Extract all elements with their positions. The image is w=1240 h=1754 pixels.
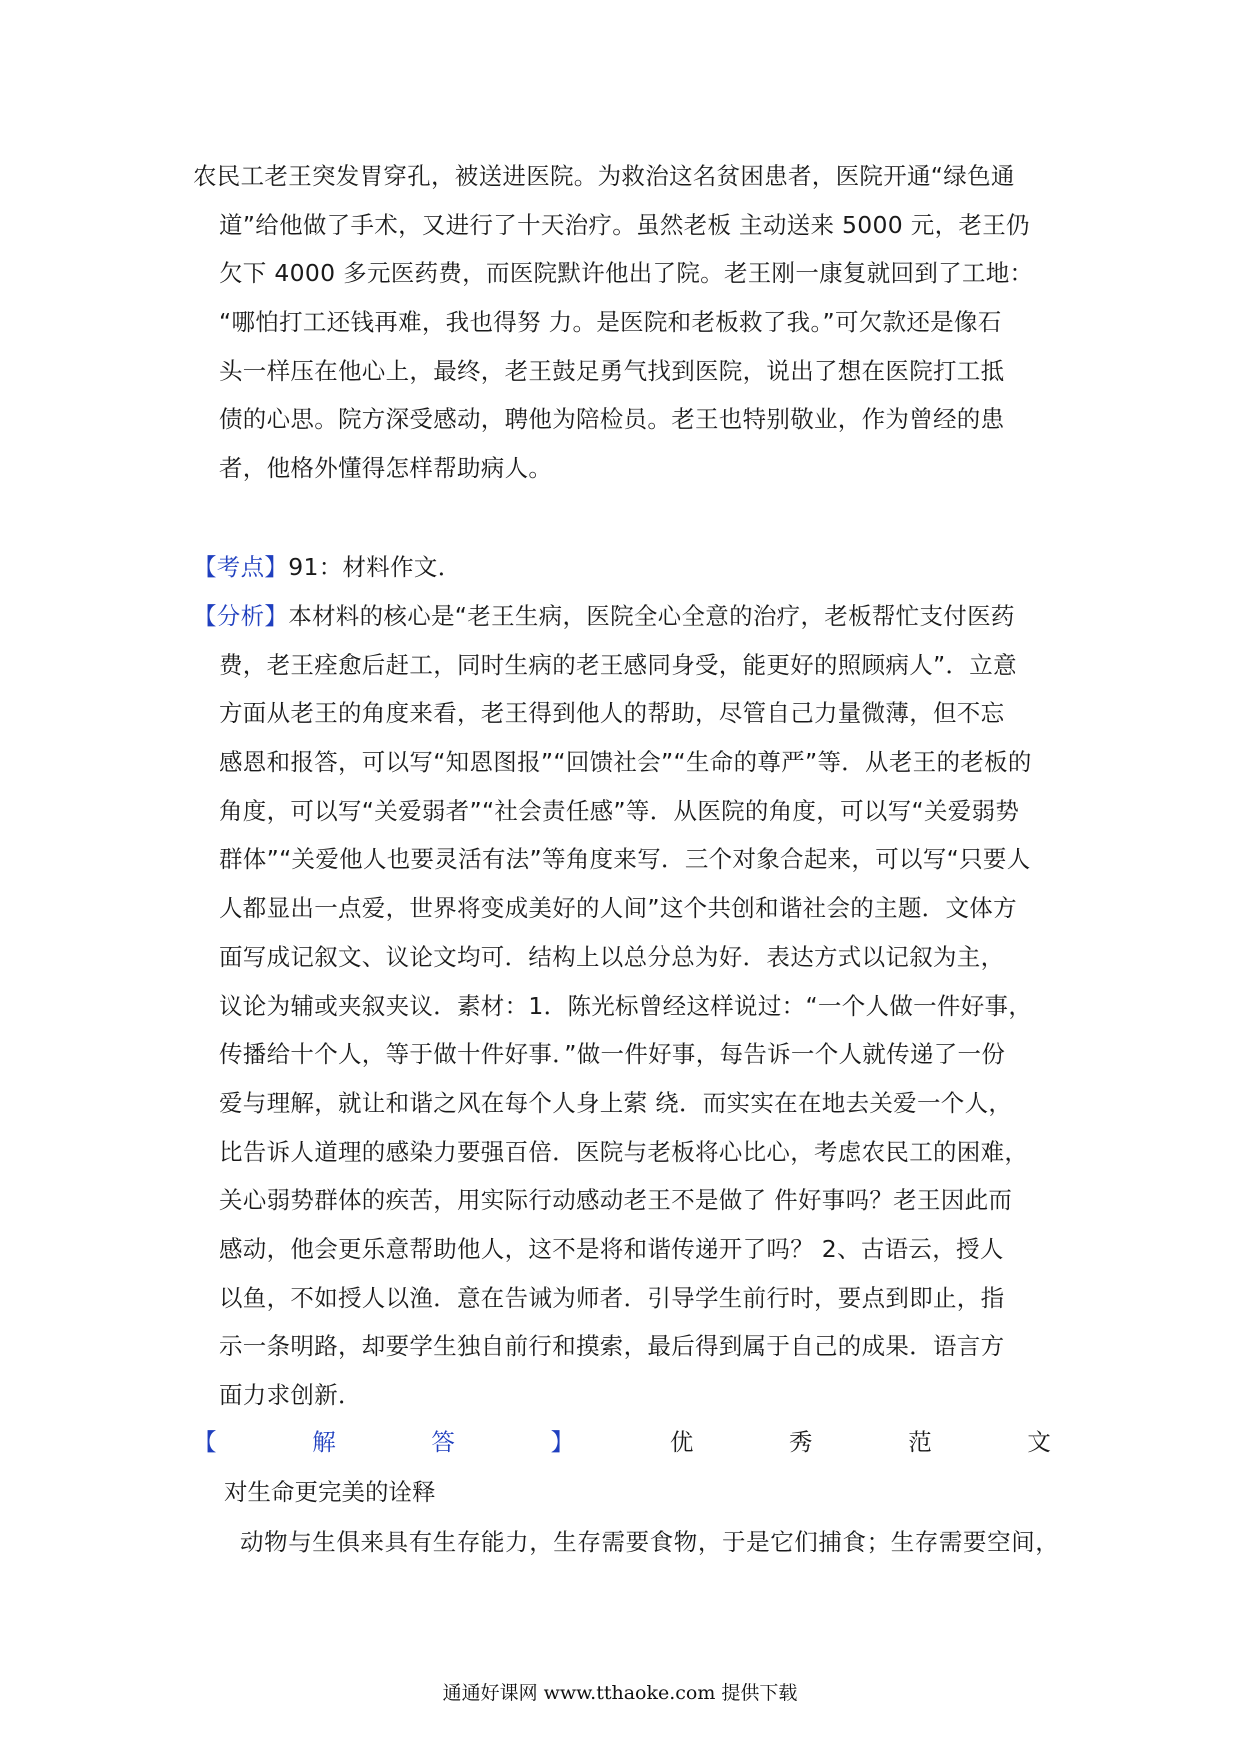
material-paragraph <box>193 152 1033 493</box>
fenxi-line: 面写成记叙文、议论文均可．结构上以总分总为好．表达方式以记叙为主， <box>219 942 1005 971</box>
jieda-bracket-close: 】 <box>550 1428 575 1456</box>
page-footer: 通通好课网 www.tthaoke.com 提供下载 <box>442 1682 798 1704</box>
fenxi-line: 以鱼，不如授人以渔．意在告诫为师者．引导学生前行时，要点到即止，指 <box>219 1283 1005 1312</box>
fenxi-line: 费，老王痊愈后赶工，同时生病的老王感同身受，能更好的照顾病人”．立意 <box>219 650 1017 679</box>
material-line: 者，他格外懂得怎样帮助病人。 <box>219 454 553 483</box>
fenxi-line: 角度，可以写“关爱弱者”“社会责任感”等．从医院的角度，可以写“关爱弱势 <box>219 796 1020 825</box>
material-line: 欠下 4000 多元医药费，而医院默许他出了院。老王刚一康复就回到了工地： <box>219 259 1034 288</box>
material-line: 头一样压在他心上，最终，老王鼓足勇气找到医院，说出了想在医院打工抵 <box>219 356 1005 385</box>
essay-first-line: 动物与生俱来具有生存能力，生存需要食物，于是它们捕食；生存需要空间， <box>240 1528 1060 1556</box>
fenxi-line: 爱与理解，就让和谐之风在每个人身上萦 绕．而实实在在地去关爱一个人， <box>219 1088 1013 1117</box>
jieda-bracket-open: 【 <box>193 1428 217 1456</box>
fenxi-line: 群体”“关爱他人也要灵活有法”等角度来写．三个对象合起来，可以写“只要人 <box>219 845 1031 874</box>
material-line: 债的心思。院方深受感动，聘他为陪检员。老王也特别敬业，作为曾经的患 <box>219 405 1005 434</box>
jieda-word: 文 <box>1027 1428 1051 1456</box>
fenxi-line: 人都显出一点爱，世界将变成美好的人间”这个共创和谐社会的主题．文体方 <box>219 894 1017 923</box>
jieda-heading-row <box>193 1418 1051 1466</box>
fenxi-line: 比告诉人道理的感染力要强百倍．医院与老板将心比心，考虑农民工的困难， <box>219 1137 1029 1166</box>
essay-title: 对生命更完美的诠释 <box>224 1478 436 1506</box>
fenxi-line: 关心弱势群体的疾苦，用实际行动感动老王不是做了 件好事吗？老王因此而 <box>219 1186 1013 1215</box>
kaodian-text: 91：材料作文． <box>288 553 462 581</box>
fenxi-line: 感动，他会更乐意帮助他人，这不是将和谐传递开了吗？ 2、古语云，授人 <box>219 1234 1004 1263</box>
fenxi-line: 议论为辅或夹叙夹议．素材：1．陈光标曾经这样说过：“一个人做一件好事， <box>219 991 1033 1020</box>
material-line: 农民工老王突发胃穿孔，被送进医院。为救治这名贫困患者，医院开通“绿色通 <box>193 162 1015 190</box>
fenxi-first-line: 本材料的核心是“老王生病，医院全心全意的治疗，老板帮忙支付医药 <box>288 602 1015 630</box>
fenxi-section <box>193 592 1032 1420</box>
jieda-char: 答 <box>431 1428 455 1456</box>
jieda-word: 优 <box>669 1428 694 1456</box>
kaodian-section <box>193 543 462 592</box>
jieda-word: 范 <box>908 1428 932 1456</box>
fenxi-label: 【分析】 <box>193 602 289 630</box>
fenxi-line: 感恩和报答，可以写“知恩图报”“回馈社会”“生命的尊严”等．从老王的老板的 <box>219 748 1032 777</box>
fenxi-line: 示一条明路，却要学生独自前行和摸索，最后得到属于自己的成果．语言方 <box>219 1332 1005 1361</box>
kaodian-label: 【考点】 <box>193 553 289 581</box>
fenxi-line: 面力求创新． <box>219 1381 362 1409</box>
material-line: 道”给他做了手术，又进行了十天治疗。虽然老板 主动送来 5000 元，老王仍 <box>219 210 1030 239</box>
jieda-char: 解 <box>312 1428 336 1456</box>
jieda-word: 秀 <box>789 1428 813 1456</box>
material-line: “哪怕打工还钱再难，我也得努 力。是医院和老板救了我。”可欠款还是像石 <box>219 308 1002 337</box>
fenxi-line: 传播给十个人，等于做十件好事．”做一件好事，每告诉一个人就传递了一份 <box>219 1040 1006 1069</box>
fenxi-line: 方面从老王的角度来看，老王得到他人的帮助，尽管自己力量微薄，但不忘 <box>219 699 1005 728</box>
